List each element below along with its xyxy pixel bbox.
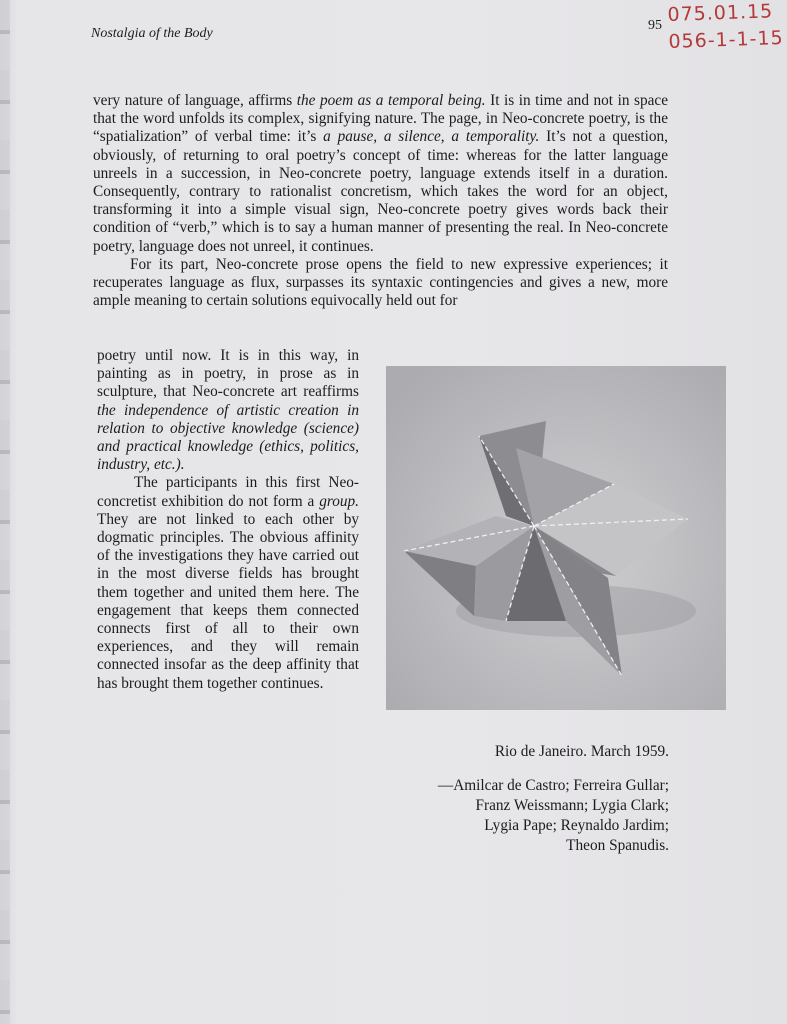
main-text-block <box>93 92 668 310</box>
italic-run: group. <box>319 492 359 510</box>
paragraph-3 <box>97 347 359 474</box>
text-run: It is in time and not in space that the word unfolds its complex, signifying nature. The page, in Neo-concrete poetry, is the “spatialization” of verbal time: it’s <box>93 92 668 146</box>
text-run: The participants in this first Neo-concretist exhibition do not form a <box>97 474 359 510</box>
handwritten-annotation <box>667 0 784 56</box>
text-run: It’s not a question, obviously, of returning to oral poetry’s concept of time: whereas for the latter language unreels in a succession, in Neo-concrete poetry, language extends itself in a duration. Consequently, contrary to rationalist concretism, which takes the word for an object, transforming it into a simple visual sign, Neo-concrete poetry gives words back their condition of “verb,” which is to say a human manner of presenting the real. In Neo-concrete poetry, language does not unreel, it continues. <box>93 128 668 255</box>
page-binding-edge <box>0 0 10 1024</box>
sculpture-photograph <box>386 366 726 710</box>
signoff-block <box>438 742 669 856</box>
paragraph-2: For its part, Neo-concrete prose opens the field to new expressive experiences; it recuperates language as flux, surpasses its syntaxic contingencies and gives a new, more ample meaning to certain solutions equivocally held out for <box>93 255 668 310</box>
page-number: 95 <box>648 18 662 33</box>
signatories <box>438 776 669 856</box>
signatory-line: —Amilcar de Castro; Ferreira Gullar; <box>437 777 669 794</box>
text-run: poetry until now. It is in this way, in painting as in poetry, in prose as in sculpture, that Neo-concrete art reaffirms <box>97 347 359 401</box>
signatory-line: Franz Weissmann; Lygia Clark; <box>475 797 669 814</box>
running-head: Nostalgia of the Body <box>91 26 213 41</box>
column-text-block <box>97 347 359 693</box>
signatory-line: Lygia Pape; Reynaldo Jardim; <box>484 817 669 834</box>
text-run: They are not linked to each other by dogmatic principles. The obvious affinity of the investigations they have carried out in the most diverse fields has brought them together and united them here. The engagement that keeps them connected connects first of all to their own experiences, and they will remain connected insofar as the deep affinity that has brought them together continues. <box>97 510 359 692</box>
signatory-line: Theon Spanudis. <box>566 837 669 854</box>
italic-run: the poem as a temporal being. <box>296 92 486 109</box>
italic-run: a pause, a silence, a temporality. <box>323 128 540 146</box>
place-and-date: Rio de Janeiro. March 1959. <box>494 743 669 760</box>
paragraph-4 <box>97 474 359 692</box>
handwritten-note-2: 056-1-1-15 <box>668 26 784 53</box>
handwritten-note-1: 075.01.15 <box>667 0 774 27</box>
paragraph-1 <box>93 92 668 256</box>
folded-metal-sculpture-image <box>386 366 726 710</box>
text-run: very nature of language, affirms <box>93 92 297 109</box>
italic-run: the independence of artistic creation in relation to objective knowledge (science) and practical knowledge (ethics, politics, industry, etc.). <box>97 401 359 474</box>
